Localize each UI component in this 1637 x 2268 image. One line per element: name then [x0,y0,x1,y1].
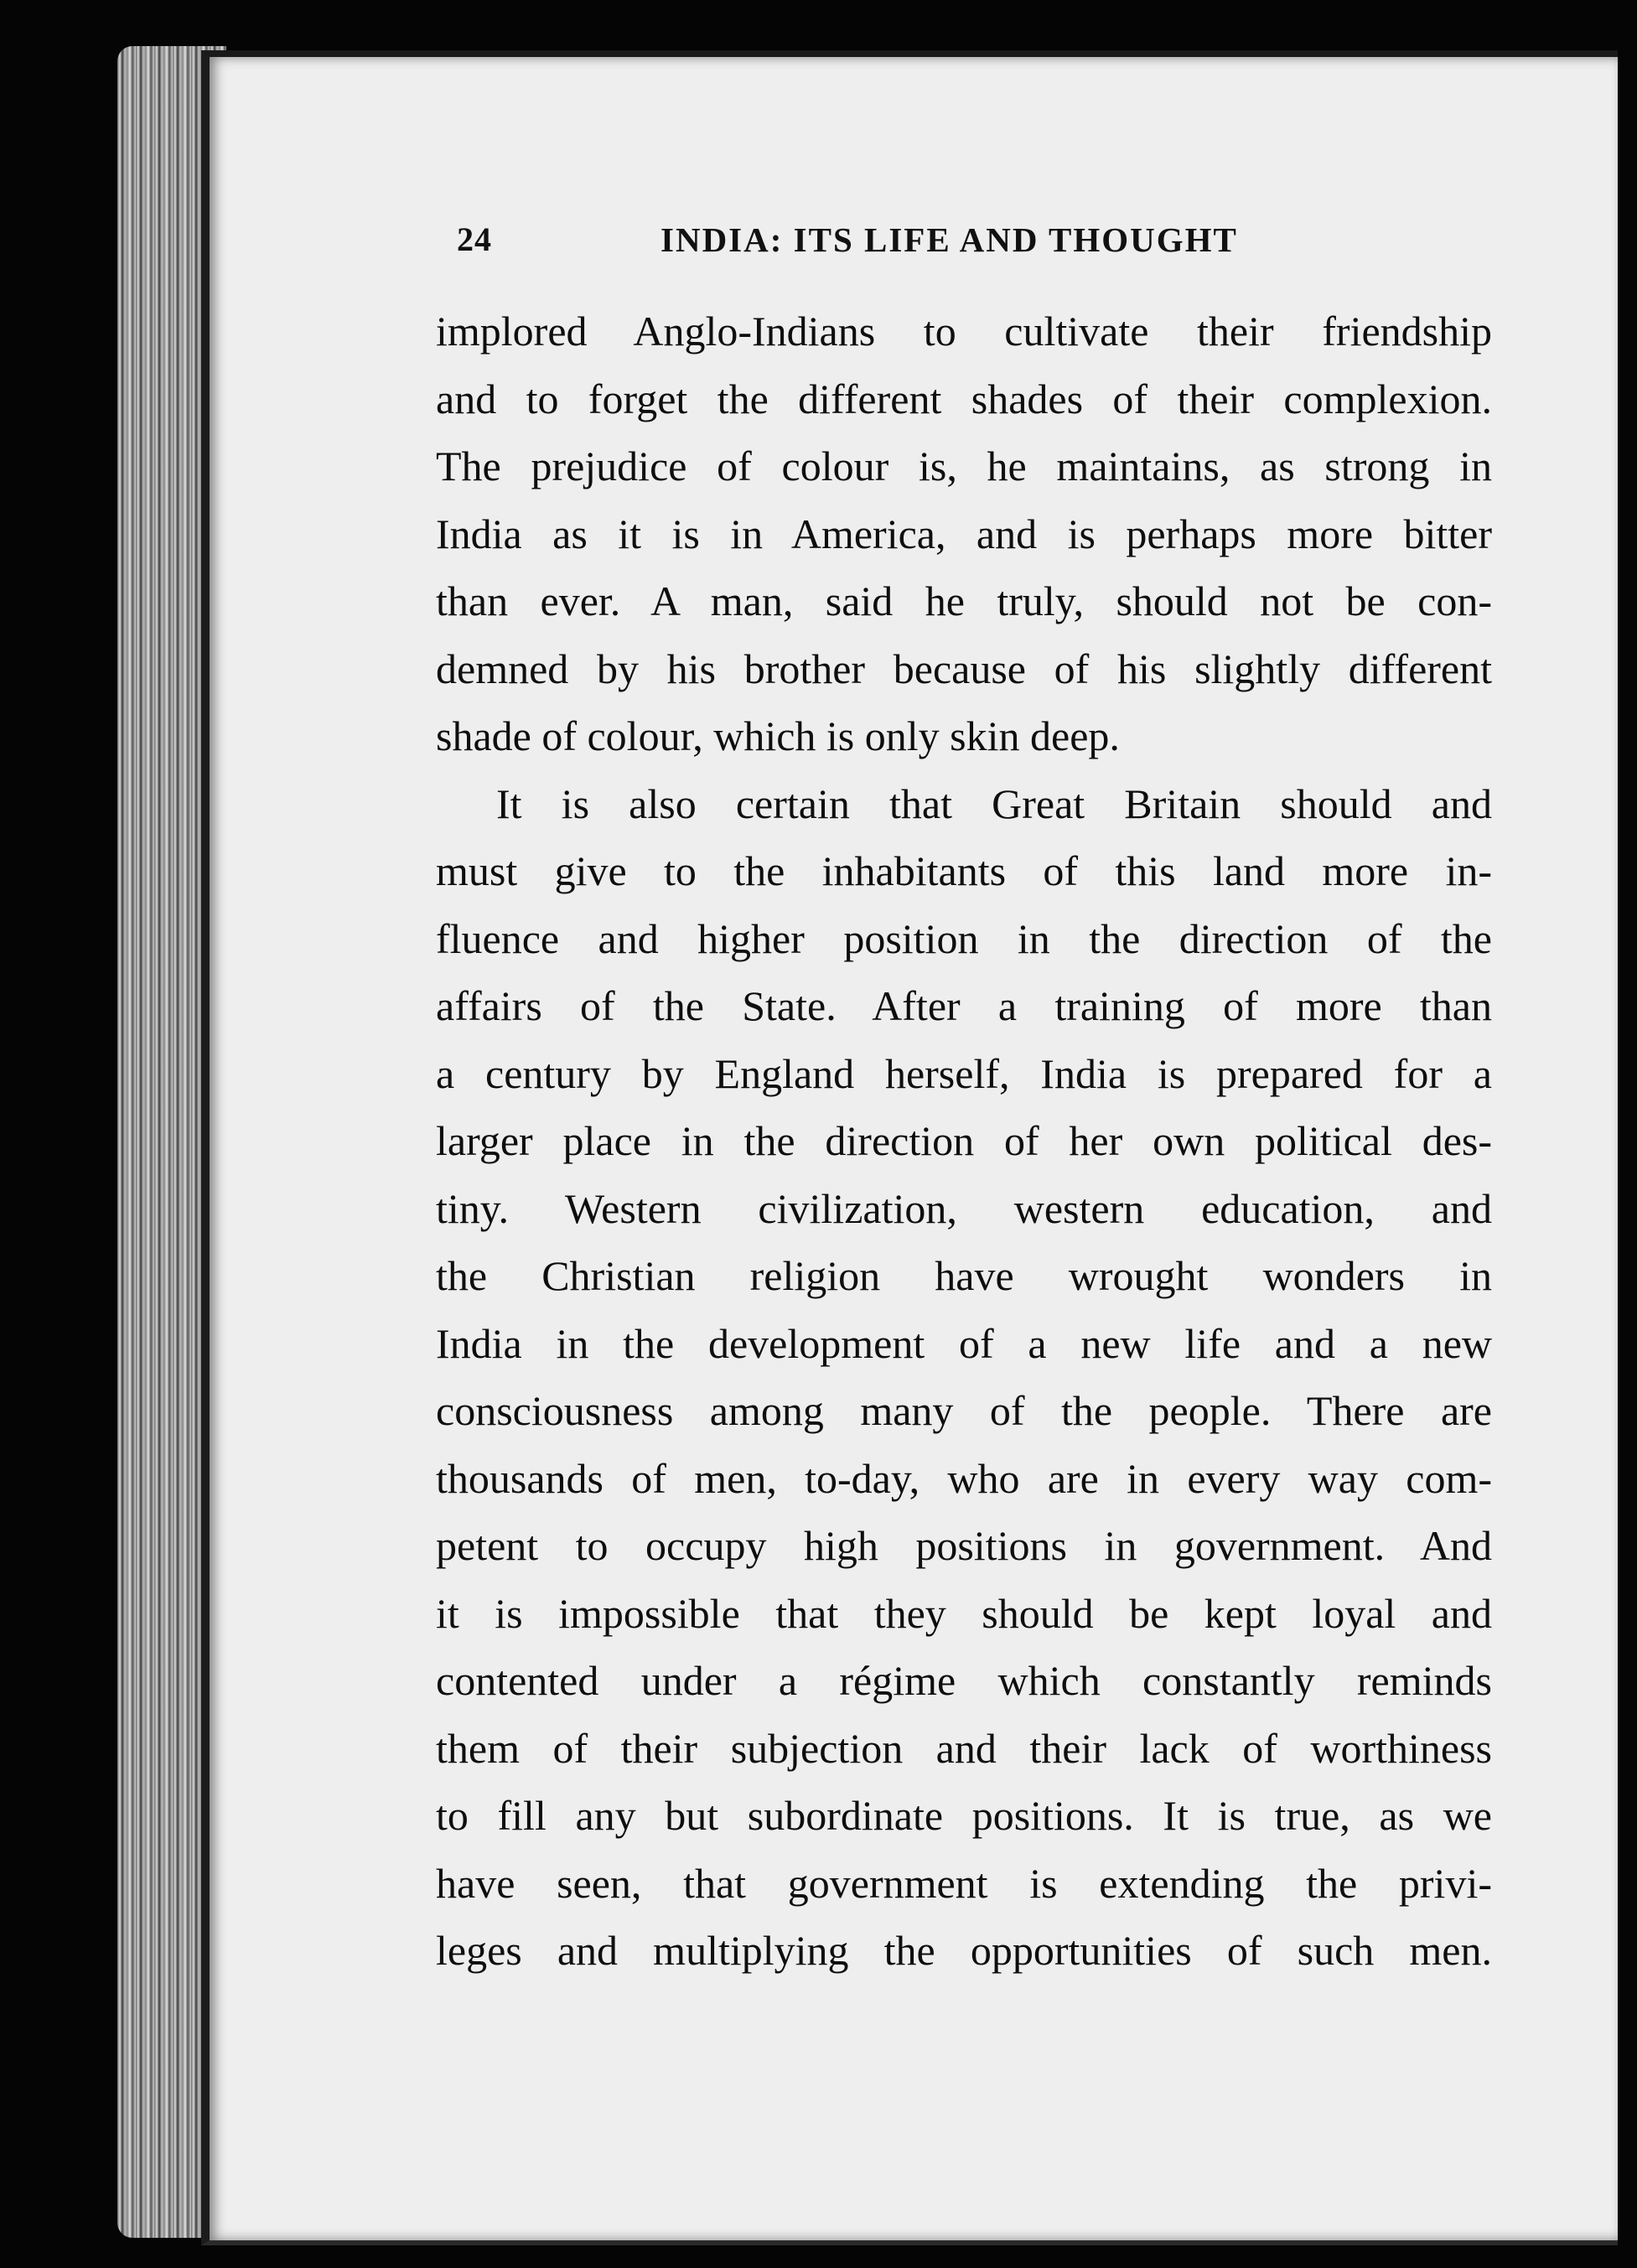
running-title: INDIA: ITS LIFE AND THOUGHT [660,220,1238,259]
text-line: a century by England herself, India is prepared for a [436,1049,1492,1097]
text-line: the Christian religion have wrought wonders in [436,1252,1492,1299]
text-line: India in the development of a new life and a new [436,1319,1492,1367]
text-line: thousands of men, to-day, who are in every way com- [436,1454,1492,1502]
text-line: implored Anglo-Indians to cultivate their friendship [436,308,1492,355]
page-number: 24 [457,220,492,258]
text-line: It is also certain that Great Britain should and [496,779,1492,827]
text-line: petent to occupy high positions in government. And [436,1522,1492,1569]
text-line: it is impossible that they should be kept loyal and [436,1589,1492,1637]
text-line: India as it is in America, and is perhaps more bitter [436,510,1492,557]
text-line: shade of colour, which is only skin deep. [436,712,1120,759]
text-line: and to forget the different shades of their complexion. [436,375,1492,422]
text-line: The prejudice of colour is, he maintains, as strong in [436,443,1492,489]
text-line: consciousness among many of the people. There are [436,1387,1492,1434]
text-line: must give to the inhabitants of this land more in- [436,847,1492,894]
text-line: fluence and higher position in the direction of the [436,914,1492,962]
text-line: tiny. Western civilization, western education, and [436,1184,1492,1232]
body-text [436,298,1492,1985]
text-line: them of their subjection and their lack of worthiness [436,1724,1492,1772]
text-line: leges and multiplying the opportunities of such men. [436,1927,1492,1974]
text-line: affairs of the State. After a training of more than [436,982,1492,1029]
text-line: have seen, that government is extending the privi- [436,1859,1492,1907]
text-line: demned by his brother because of his slightly different [436,645,1492,692]
text-line: contented under a régime which constantly reminds [436,1657,1492,1704]
text-line: than ever. A man, said he truly, should not be con- [436,577,1492,624]
page-header [251,220,1316,270]
text-line: larger place in the direction of her own political des- [436,1117,1492,1164]
text-line: to fill any but subordinate positions. It is true, as we [436,1792,1492,1839]
